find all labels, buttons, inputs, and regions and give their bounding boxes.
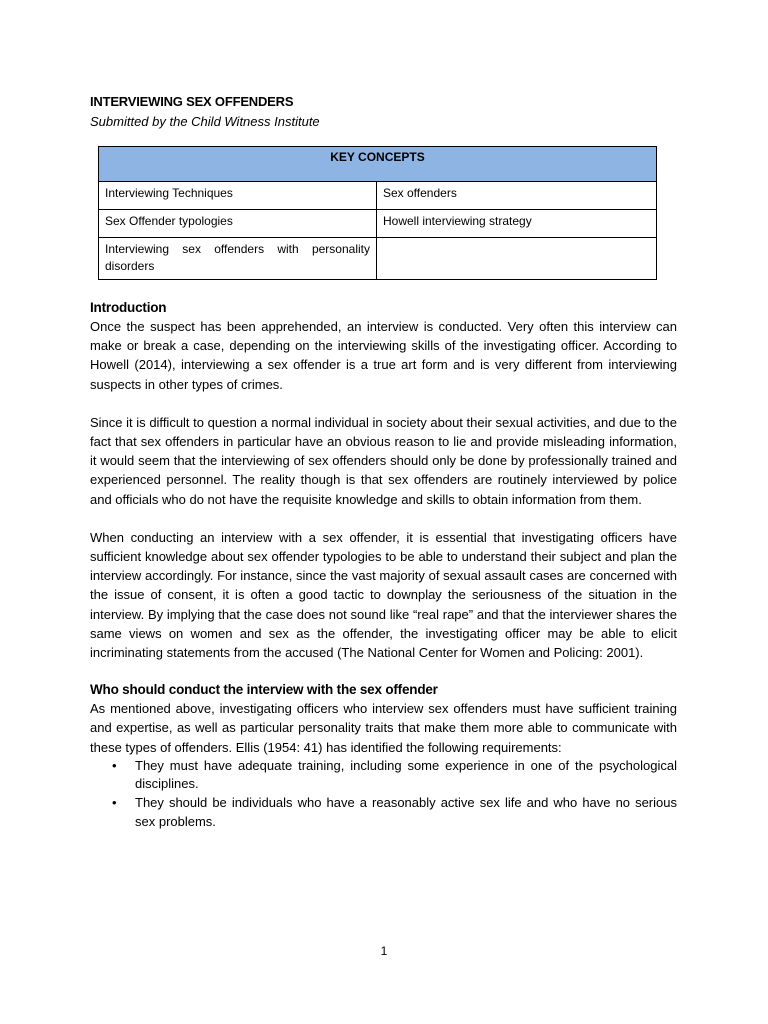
who-should-conduct-paragraph: As mentioned above, investigating officers who interview sex offenders must have sufficient training and expertise, as well as particular personality traits that make them more able to communicate with these types of offenders. Ellis (1954: 41) has identified the following requirements:: [90, 701, 677, 755]
list-item-text: They should be individuals who have a reasonably active sex life and who have no serious sex problems.: [135, 795, 677, 829]
document-title: INTERVIEWING SEX OFFENDERS: [90, 94, 294, 109]
page-content: [90, 94, 677, 831]
bullet-icon: •: [112, 757, 117, 773]
requirements-list: [90, 757, 677, 831]
who-should-conduct-heading: Who should conduct the interview with the sex offender: [90, 682, 438, 698]
introduction-paragraph: Once the suspect has been apprehended, an interview is conducted. Very often this interview can make or break a case, depending on the interviewing skills of the investigating officer. According to Howell (2014), interviewing a sex offender is a true art form and is very different from interviewing suspects in other types of crimes.: [90, 319, 677, 392]
list-item-text: They must have adequate training, including some experience in one of the psychological disciplines.: [135, 757, 677, 792]
key-concepts-table: [98, 146, 657, 280]
introduction-paragraph: When conducting an interview with a sex offender, it is essential that investigating officers have sufficient knowledge about sex offender typologies to be able to understand their subject and plan the interview accordingly. For instance, since the vast majority of sexual assault cases are concerned with the issue of consent, it is often a good tactic to downplay the seriousness of the situation in the interview. By implying that the case does not sound like “real rape” and that the interviewer shares the same views on women and sex as the offender, the investigating officer may be able to elicit incriminating statements from the accused (The National Center for Women and Policing: 2001).: [90, 529, 677, 661]
table-row: [99, 210, 657, 238]
table-row: [99, 238, 657, 280]
table-row: [99, 182, 657, 210]
introduction-heading: Introduction: [90, 300, 167, 315]
introduction-paragraph: Since it is difficult to question a normal individual in society about their sexual activities, and due to the fact that sex offenders in particular have an obvious reason to lie and provide misleading information, it would seem that the interviewing of sex offenders should only be done by professionally trained and experienced personnel. The reality though is that sex offenders are routinely interviewed by police and officials who do not have the requisite knowledge and skills to obtain information from them.: [90, 414, 677, 507]
table-cell: Interviewing Techniques: [99, 182, 377, 210]
bullet-icon: •: [112, 795, 117, 811]
document-subtitle: Submitted by the Child Witness Institute: [90, 114, 320, 129]
table-cell: Sex offenders: [377, 182, 657, 210]
table-cell: Howell interviewing strategy: [377, 210, 657, 238]
key-concepts-header: KEY CONCEPTS: [99, 147, 657, 182]
table-cell: [377, 238, 657, 280]
list-item: [112, 794, 677, 831]
table-cell: Sex Offender typologies: [99, 210, 377, 238]
page-number: 1: [380, 944, 388, 958]
table-cell: Interviewing sex offenders with personality disorders: [99, 238, 377, 280]
list-item: [112, 757, 677, 794]
